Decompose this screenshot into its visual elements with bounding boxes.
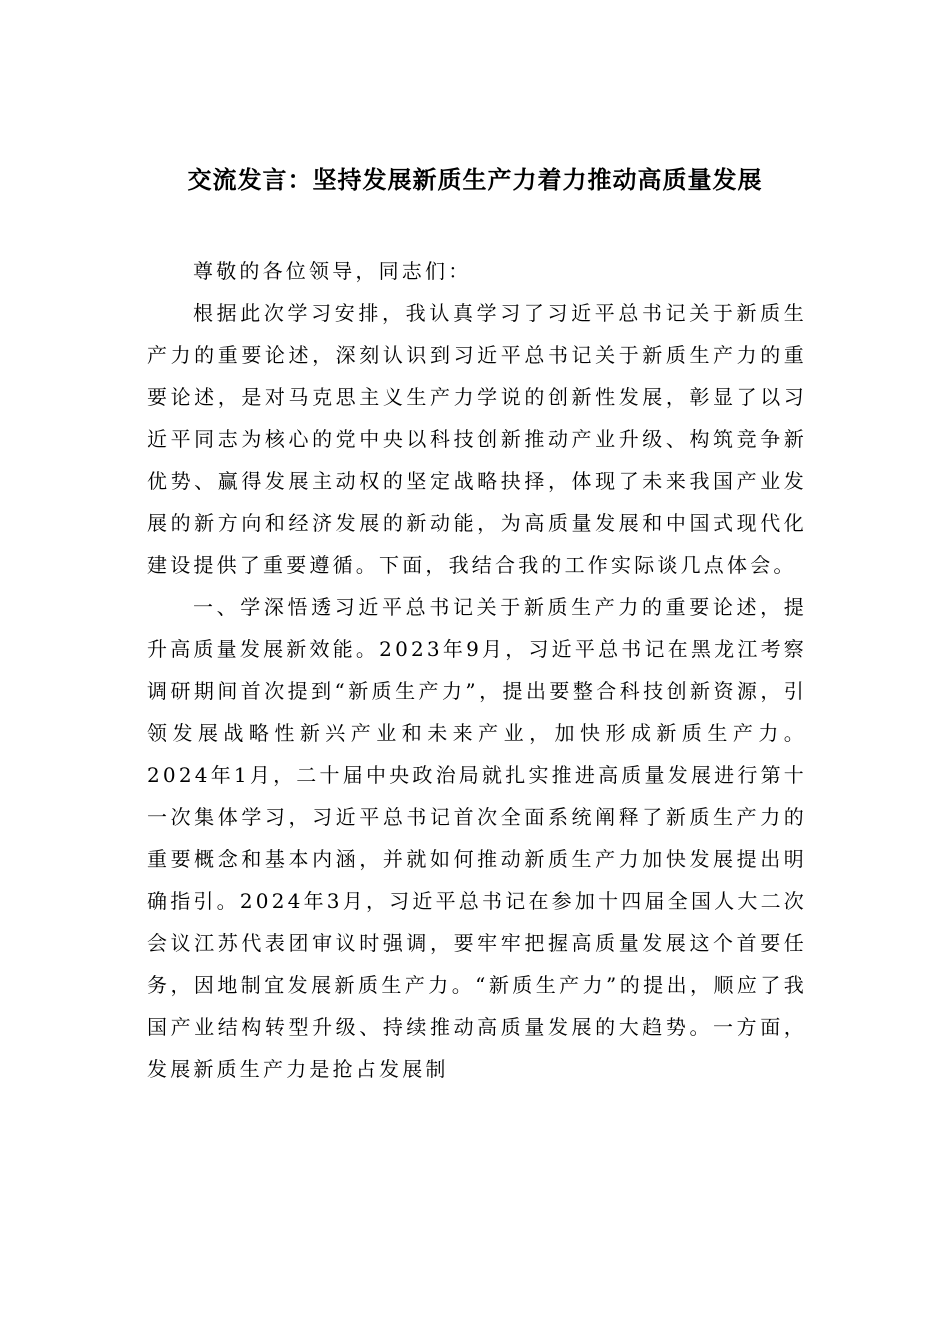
document-title: 交流发言：坚持发展新质生产力着力推动高质量发展 bbox=[187, 165, 763, 194]
paragraph-intro: 根据此次学习安排，我认真学习了习近平总书记关于新质生产力的重要论述，深刻认识到习近平总书记关于新质生产力的重要论述，是对马克思主义生产力学说的创新性发展，彰显了以习近平同志为核心的党中央以科技创新推动产业升级、构筑竞争新优势、赢得发展主动权的坚定战略抉择，体现了未来我国产业发展的新方向和经济发展的新动能，为高质量发展和中国式现代化建设提供了重要遵循。下面，我结合我的工作实际谈几点体会。 bbox=[147, 301, 807, 577]
document-body bbox=[147, 250, 807, 1090]
paragraph-section-one: 一、学深悟透习近平总书记关于新质生产力的重要论述，提升高质量发展新效能。2023年9月，习近平总书记在黑龙江考察调研期间首次提到“新质生产力”，提出要整合科技创新资源，引领发展战略性新兴产业和未来产业，加快形成新质生产力。2024年1月，二十届中央政治局就扎实推进高质量发展进行第十一次集体学习，习近平总书记首次全面系统阐释了新质生产力的重要概念和基本内涵，并就如何推动新质生产力加快发展提出明确指引。2024年3月，习近平总书记在参加十四届全国人大二次会议江苏代表团审议时强调，要牢牢把握高质量发展这个首要任务，因地制宜发展新质生产力。“新质生产力”的提出，顺应了我国产业结构转型升级、持续推动高质量发展的大趋势。一方面，发展新质生产力是抢占发展制 bbox=[147, 595, 807, 1081]
salutation: 尊敬的各位领导，同志们： bbox=[193, 259, 472, 283]
